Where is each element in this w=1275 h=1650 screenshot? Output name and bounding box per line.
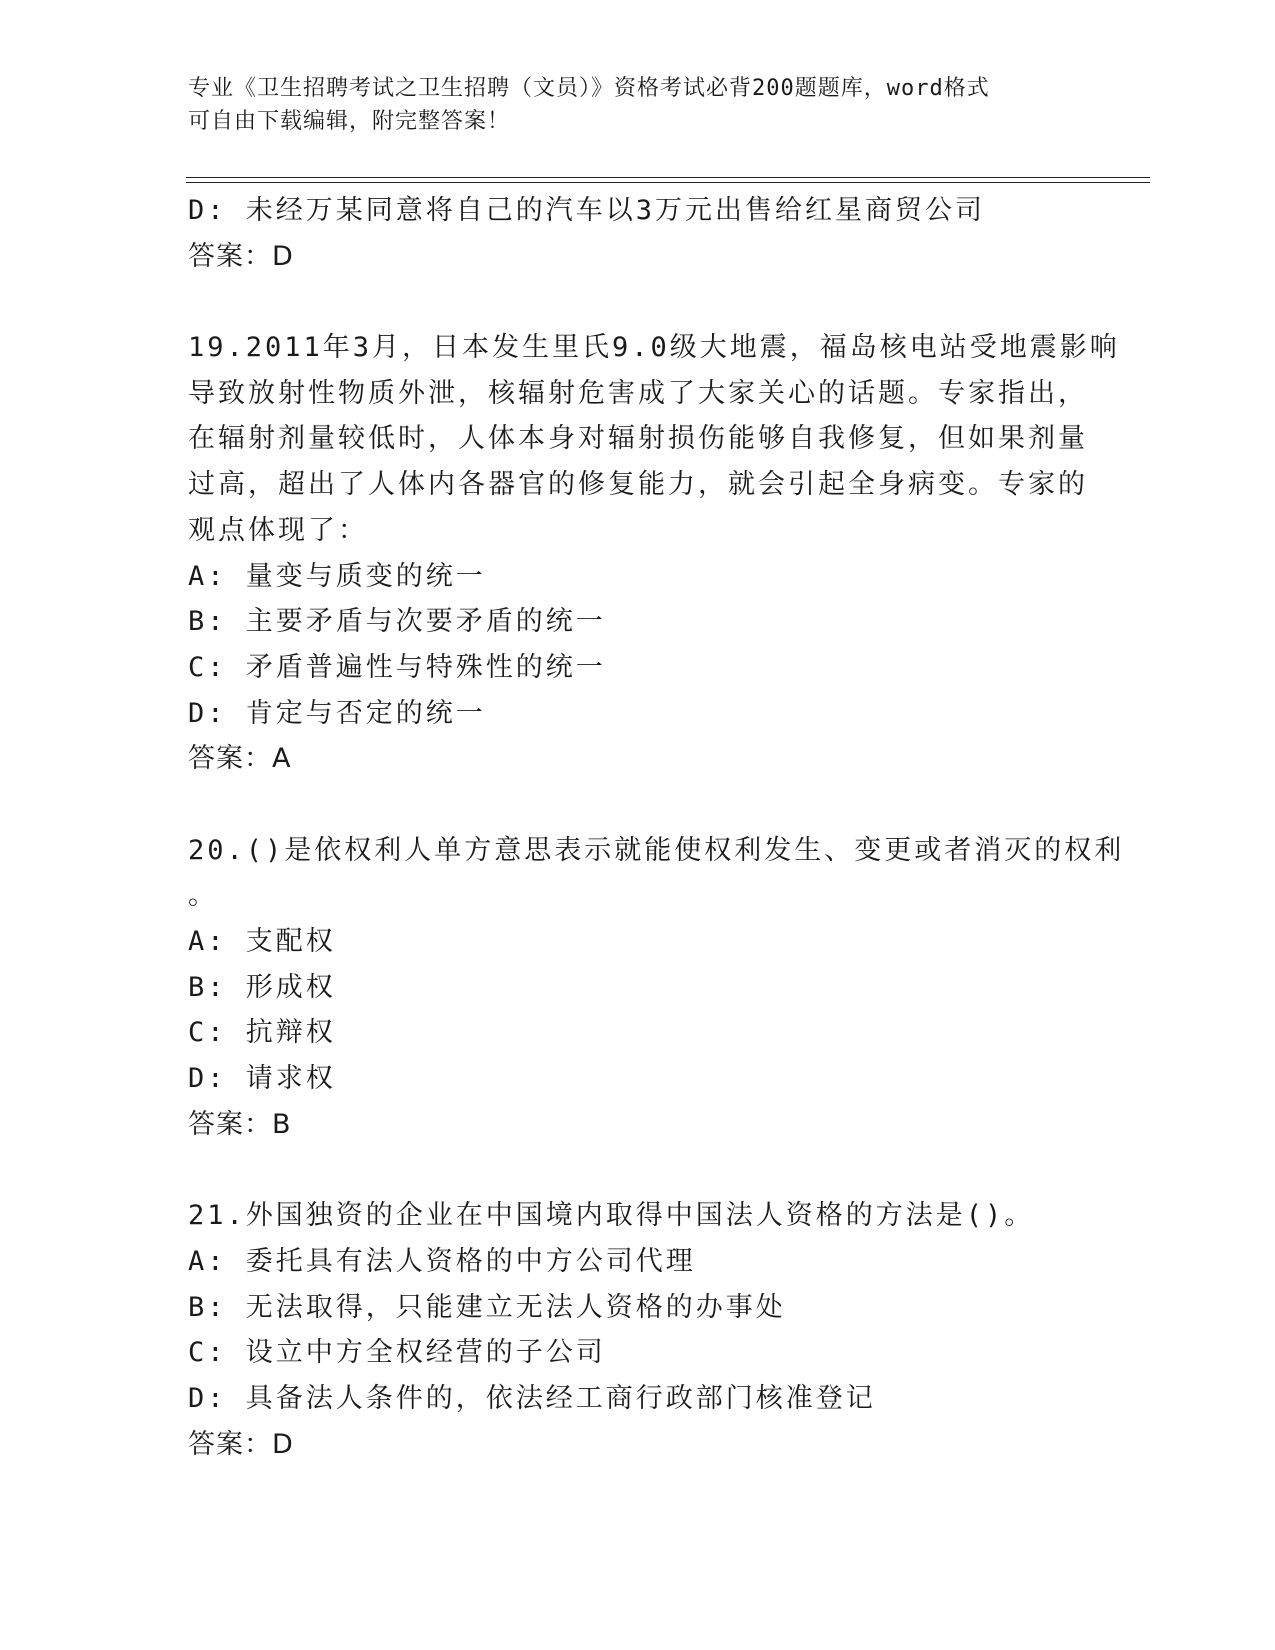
q20-stem-line: 。 xyxy=(188,880,218,912)
q19-option-a: A: 量变与质变的统一 xyxy=(188,560,486,592)
q20-option-b: B: 形成权 xyxy=(188,971,336,1003)
q19-stem-line: 过高，超出了人体内各器官的修复能力，就会引起全身病变。专家的 xyxy=(188,469,1088,501)
q21-stem-line: 21.外国独资的企业在中国境内取得中国法人资格的方法是()。 xyxy=(188,1200,1035,1232)
q21-option-d: D: 具备法人条件的，依法经工商行政部门核准登记 xyxy=(188,1382,876,1414)
q20-option-c: C: 抗辩权 xyxy=(188,1017,336,1049)
q19-stem-line: 19.2011年3月，日本发生里氏9.0级大地震，福岛核电站受地震影响 xyxy=(188,332,1120,364)
q19-answer: 答案：A xyxy=(188,743,292,775)
document-body xyxy=(188,188,1125,1467)
question-21 xyxy=(188,1193,1088,1467)
header-line-1: 专业《卫生招聘考试之卫生招聘（文员）》资格考试必背200题题库，word格式 xyxy=(188,76,990,101)
prev-option-d: D: 未经万某同意将自己的汽车以3万元出售给红星商贸公司 xyxy=(188,195,986,226)
q19-stem-line: 在辐射剂量较低时，人体本身对辐射损伤能够自我修复，但如果剂量 xyxy=(188,423,1088,455)
header-rule-top xyxy=(186,177,1150,178)
q19-option-d: D: 肯定与否定的统一 xyxy=(188,697,486,729)
q19-stem-line: 观点体现了： xyxy=(188,514,368,546)
q21-option-b: B: 无法取得，只能建立无法人资格的办事处 xyxy=(188,1291,786,1323)
question-19 xyxy=(188,325,1120,782)
q19-option-b: B: 主要矛盾与次要矛盾的统一 xyxy=(188,606,606,638)
question-20 xyxy=(188,828,1125,1148)
spacer xyxy=(188,1147,1088,1193)
header-rule-bottom xyxy=(186,182,1150,183)
q20-answer: 答案：B xyxy=(188,1108,292,1140)
q20-stem-line: 20.()是依权利人单方意思表示就能使权利发生、变更或者消灭的权利 xyxy=(188,834,1125,866)
q20-option-a: A: 支配权 xyxy=(188,926,336,957)
prev-answer: 答案：D xyxy=(188,240,294,272)
q21-option-a: A: 委托具有法人资格的中方公司代理 xyxy=(188,1245,696,1277)
q19-option-c: C: 矛盾普遍性与特殊性的统一 xyxy=(188,651,606,683)
q21-answer: 答案：D xyxy=(188,1428,294,1460)
spacer xyxy=(188,279,1088,325)
q21-option-c: C: 设立中方全权经营的子公司 xyxy=(188,1337,606,1369)
q20-option-d: D: 请求权 xyxy=(188,1063,336,1095)
page-header xyxy=(188,72,1088,138)
q19-stem-line: 导致放射性物质外泄，核辐射危害成了大家关心的话题。专家指出， xyxy=(188,377,1088,409)
spacer xyxy=(188,782,1088,828)
header-line-2: 可自由下载编辑，附完整答案！ xyxy=(188,109,511,134)
